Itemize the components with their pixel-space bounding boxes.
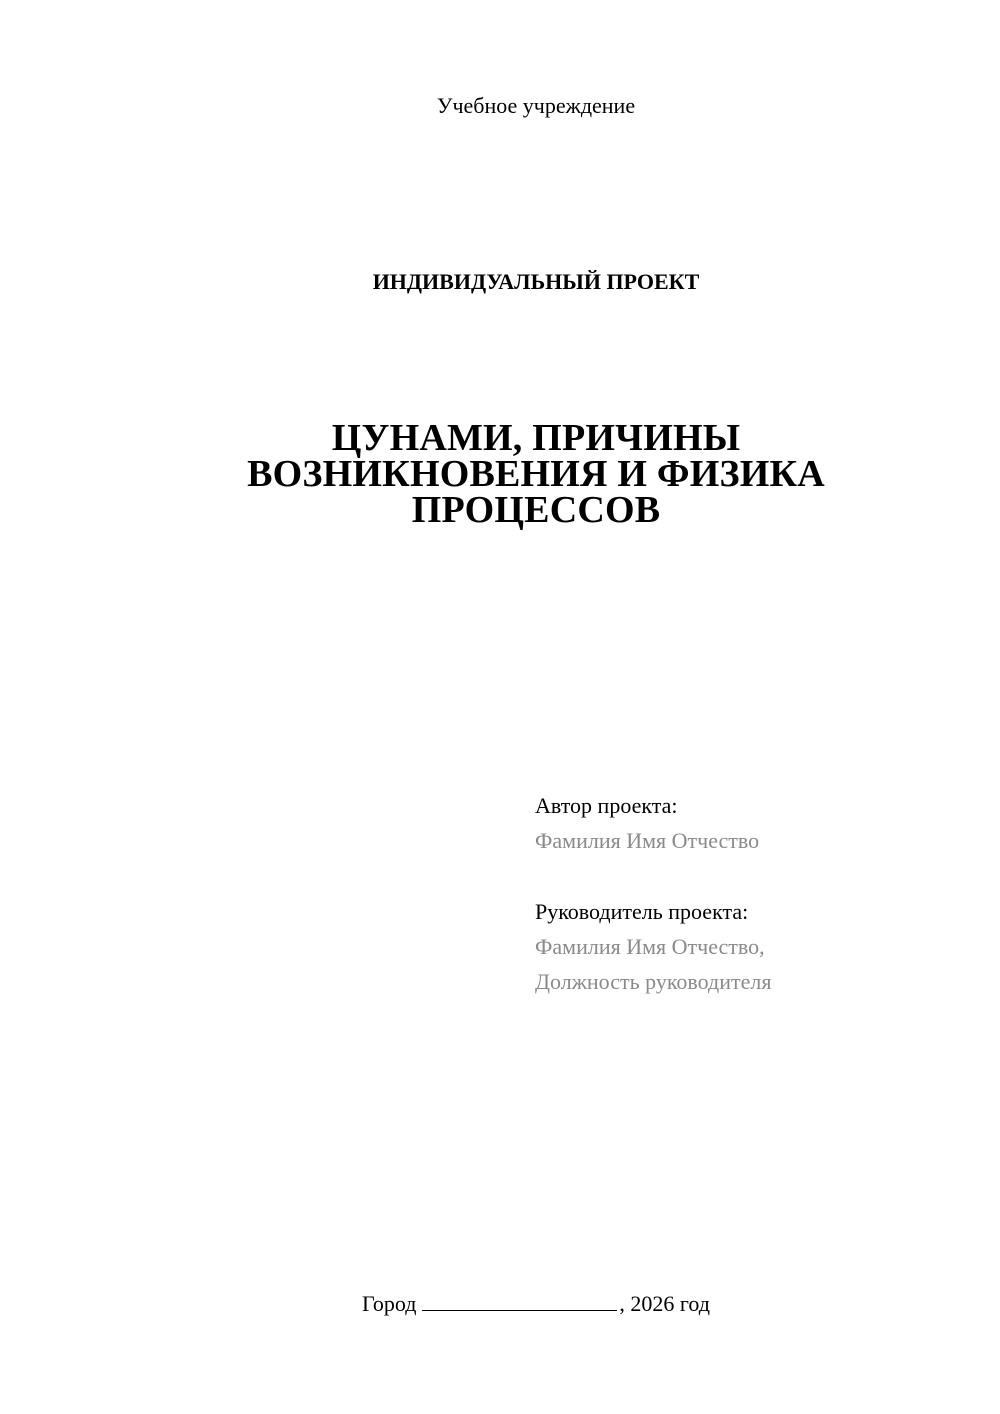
project-title: [180, 417, 892, 531]
institution-name: Учебное учреждение: [436, 93, 636, 118]
supervisor-position: Должность руководителя: [535, 969, 772, 994]
project-title-line: ВОЗНИКНОВЕНИЯ И ФИЗИКА: [247, 453, 825, 495]
city-blank-line: [422, 1290, 617, 1311]
supervisor-name: Фамилия Имя Отчество,: [535, 934, 765, 959]
author-label: Автор проекта:: [535, 793, 678, 818]
credits-block: [535, 788, 975, 999]
supervisor-label: Руководитель проекта:: [535, 899, 749, 924]
year-text: , 2026 год: [619, 1291, 710, 1316]
project-title-line: ЦУНАМИ, ПРИЧИНЫ: [331, 417, 741, 459]
author-name: Фамилия Имя Отчество: [535, 828, 760, 853]
credits-spacer: [535, 858, 975, 894]
project-title-line: ПРОЦЕССОВ: [411, 489, 661, 531]
footer-city-year: [0, 1290, 1000, 1318]
document-type: ИНДИВИДУАЛЬНЫЙ ПРОЕКТ: [372, 269, 700, 294]
city-label: Город: [362, 1291, 417, 1316]
